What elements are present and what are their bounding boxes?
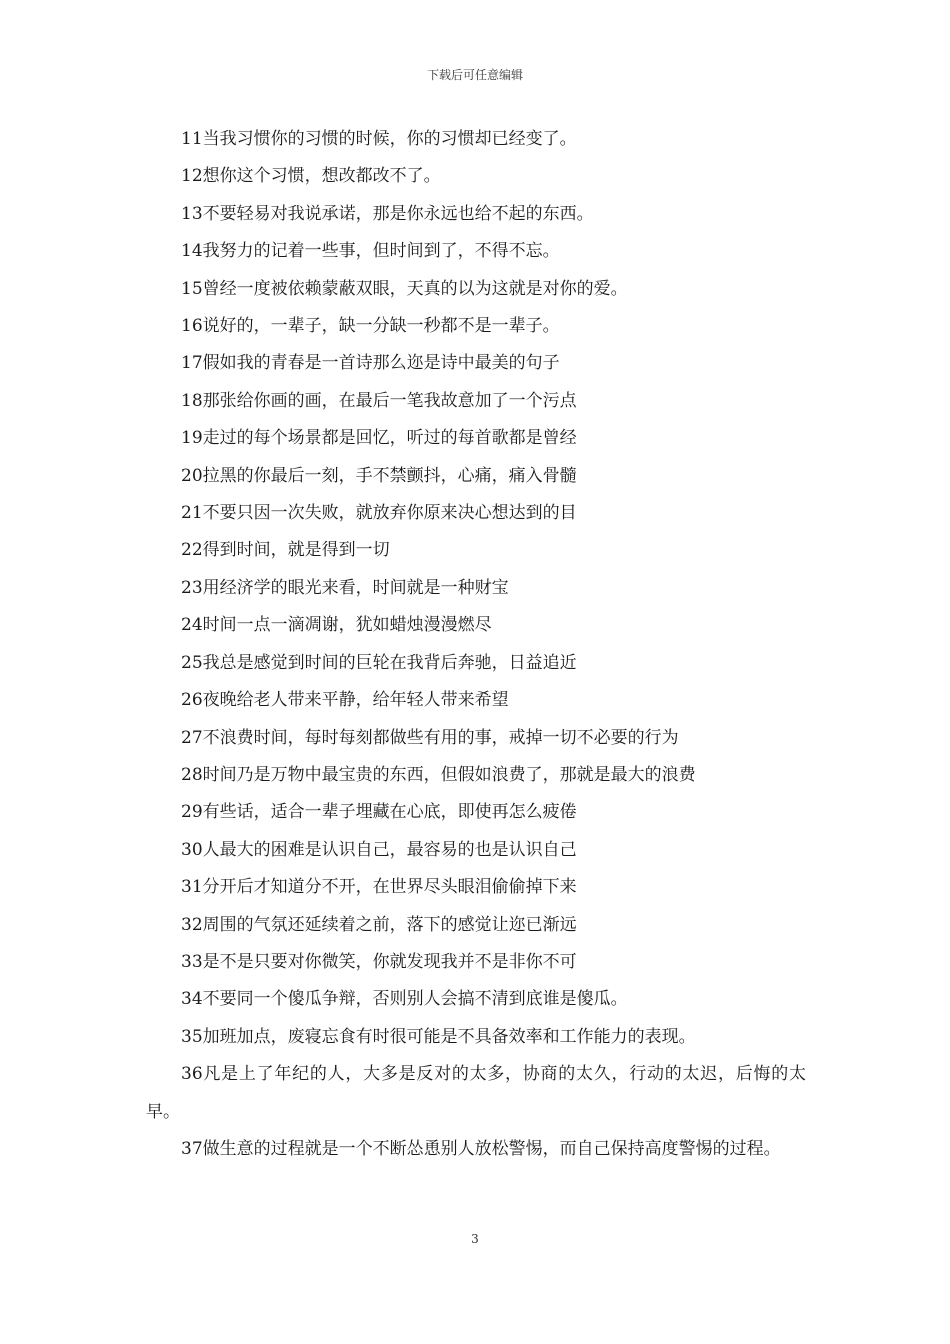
paragraph-37: 37做生意的过程就是一个不断怂恿别人放松警惕，而自己保持高度警惕的过程。 <box>181 1138 781 1159</box>
paragraph-21: 21不要只因一次失败，就放弃你原来决心想达到的目 <box>181 503 577 524</box>
paragraph-23: 23用经济学的眼光来看，时间就是一种财宝 <box>181 577 509 598</box>
paragraph-33: 33是不是只要对你微笑，你就发现我并不是非你不可 <box>181 951 577 972</box>
paragraph-26: 26夜晚给老人带来平静，给年轻人带来希望 <box>181 690 509 711</box>
paragraph-30: 30人最大的困难是认识自己，最容易的也是认识自己 <box>181 839 577 860</box>
paragraph-28: 28时间乃是万物中最宝贵的东西，但假如浪费了，那就是最大的浪费 <box>181 764 696 785</box>
paragraph-35: 35加班加点，废寝忘食有时很可能是不具备效率和工作能力的表现。 <box>181 1026 696 1047</box>
paragraph-14: 14我努力的记着一些事，但时间到了，不得不忘。 <box>181 241 560 262</box>
paragraph-18: 18那张给你画的画，在最后一笔我故意加了一个污点 <box>181 390 577 411</box>
document-body <box>146 121 806 1168</box>
paragraph-29: 29有些话，适合一辈子埋藏在心底，即使再怎么疲倦 <box>181 802 577 823</box>
paragraph-36: 36凡是上了年纪的人，大多是反对的太多，协商的太久，行动的太迟，后悔的太早。 <box>146 1064 806 1122</box>
page-header: 下载后可任意编辑 <box>426 68 523 82</box>
paragraph-25: 25我总是感觉到时间的巨轮在我背后奔驰，日益追近 <box>181 652 577 673</box>
page-number: 3 <box>471 1232 479 1246</box>
paragraph-27: 27不浪费时间，每时每刻都做些有用的事，戒掉一切不必要的行为 <box>181 727 679 748</box>
paragraph-34: 34不要同一个傻瓜争辩，否则别人会搞不清到底谁是傻瓜。 <box>181 989 628 1010</box>
paragraph-19: 19走过的每个场景都是回忆，听过的每首歌都是曾经 <box>181 428 577 449</box>
paragraph-15: 15曾经一度被依赖蒙蔽双眼，天真的以为这就是对你的爱。 <box>181 278 628 299</box>
paragraph-24: 24时间一点一滴凋谢，犹如蜡烛漫漫燃尽 <box>181 615 492 636</box>
paragraph-32: 32周围的气氛还延续着之前，落下的感觉让迩已渐远 <box>181 914 577 935</box>
paragraph-13: 13不要轻易对我说承诺，那是你永远也给不起的东西。 <box>181 203 594 224</box>
paragraph-17: 17假如我的青春是一首诗那么迩是诗中最美的句子 <box>181 353 560 374</box>
paragraph-11: 11当我习惯你的习惯的时候，你的习惯却已经变了。 <box>181 129 577 149</box>
paragraph-12: 12想你这个习惯，想改都改不了。 <box>181 166 441 187</box>
paragraph-20: 20拉黑的你最后一刻，手不禁颤抖，心痛，痛入骨髓 <box>181 465 577 486</box>
paragraph-16: 16说好的，一辈子，缺一分缺一秒都不是一辈子。 <box>181 316 560 337</box>
paragraph-31: 31分开后才知道分不开，在世界尽头眼泪偷偷掉下来 <box>181 877 577 898</box>
paragraph-22: 22得到时间，就是得到一切 <box>181 540 390 561</box>
